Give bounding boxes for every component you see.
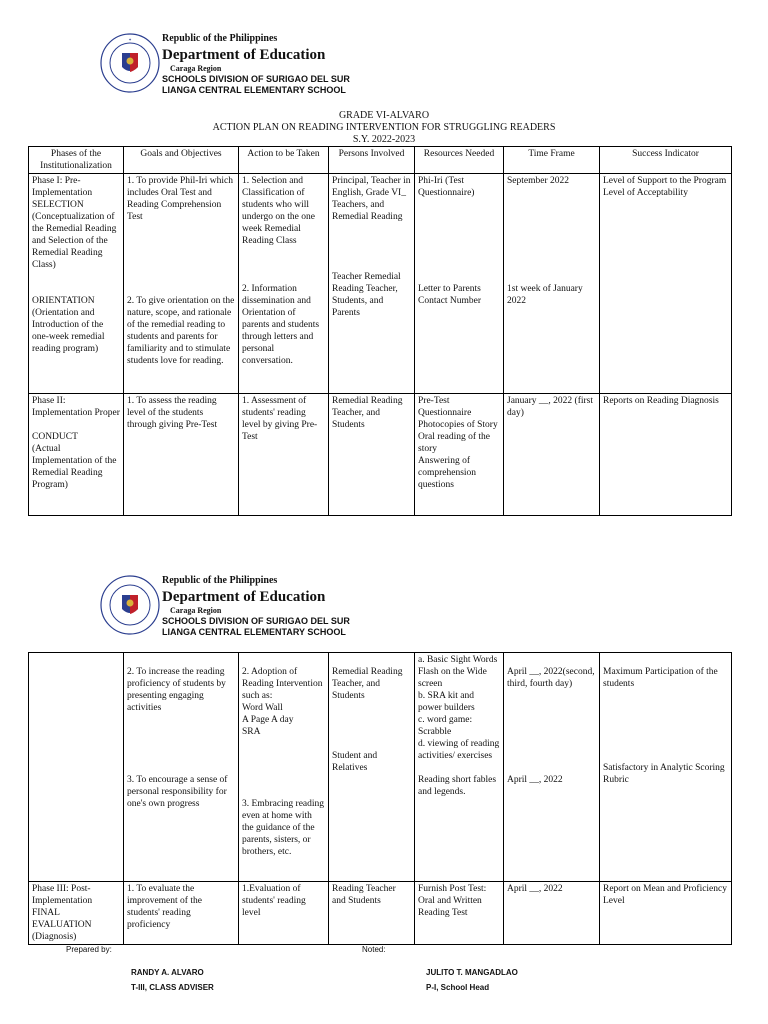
success-cell: Reports on Reading Diagnosis: [600, 394, 732, 516]
department-title: Department of Education: [162, 47, 326, 63]
region-label: Caraga Region: [170, 64, 222, 73]
republic-label: Republic of the Philippines: [162, 33, 278, 44]
prepared-by-label: Prepared by:: [66, 945, 112, 954]
table-row: [29, 882, 732, 945]
col-header: Persons Involved: [329, 147, 415, 174]
time-cell: September 2022 1st week of January 2022: [504, 174, 600, 394]
time-cell: January __, 2022 (first day): [504, 394, 600, 516]
resources-cell: Pre-Test Questionnaire Photocopies of Story Oral reading of the story Answering of comprehension questions: [415, 394, 504, 516]
resources-cell: Furnish Post Test: Oral and Written Reading Test: [415, 882, 504, 945]
persons-cell: Remedial Reading Teacher, and Students: [329, 394, 415, 516]
goal-cell: 2. To increase the reading proficiency of students by presenting engaging activities 3. To encourage a sense of personal responsibility for one's own progress: [124, 653, 239, 882]
table-row: [29, 653, 732, 882]
school-label: LIANGA CENTRAL ELEMENTARY SCHOOL: [162, 85, 346, 95]
action-cell: 2. Adoption of Reading Intervention such as: Word Wall A Page A day SRA 3. Embracing reading even at home with the guidance of the parents, sisters, or brothers, etc.: [239, 653, 329, 882]
deped-seal-icon: [100, 33, 160, 93]
school-label: LIANGA CENTRAL ELEMENTARY SCHOOL: [162, 627, 346, 637]
noter-name: JULITO T. MANGADLAO: [426, 968, 518, 977]
action-plan-table-page1: [28, 146, 732, 516]
header-text: [162, 575, 522, 638]
col-header: Time Frame: [504, 147, 600, 174]
persons-cell: Remedial Reading Teacher, and Students Student and Relatives: [329, 653, 415, 882]
time-cell: April __, 2022(second, third, fourth day) April __, 2022: [504, 653, 600, 882]
preparer-title: T-III, CLASS ADVISER: [131, 983, 214, 992]
action-cell: 1. Assessment of students' reading level by giving Pre-Test: [239, 394, 329, 516]
noted-label: Noted:: [362, 945, 386, 954]
sy-title: S.Y. 2022-2023: [352, 134, 416, 145]
header-text: [162, 33, 522, 96]
plan-title: ACTION PLAN ON READING INTERVENTION FOR STRUGGLING READERS: [212, 122, 556, 133]
col-header: Phases of the Institutionalization: [29, 147, 124, 174]
goal-cell: 1. To provide Phil-Iri which includes Oral Test and Reading Comprehension Test 2. To give orientation on the nature, scope, and rationale of the remedial reading to students and parents for familiarity and to stimulate students love for reading.: [124, 174, 239, 394]
table-row: [29, 174, 732, 394]
phase-cell: Phase III: Post-Implementation FINAL EVALUATION (Diagnosis): [29, 882, 124, 945]
action-cell: 1. Selection and Classification of students who will undergo on the one week Remedial Reading Class 2. Information dissemination and Orientation of parents and students through letters and personal conversation.: [239, 174, 329, 394]
success-cell: Maximum Participation of the students Satisfactory in Analytic Scoring Rubric: [600, 653, 732, 882]
republic-label: Republic of the Philippines: [162, 575, 278, 586]
goal-cell: 1. To evaluate the improvement of the students' reading proficiency: [124, 882, 239, 945]
persons-cell: Principal, Teacher in English, Grade VI_ Teachers, and Remedial Reading Teacher Remedial Reading Teacher, Students, and Parents: [329, 174, 415, 394]
success-cell: Report on Mean and Proficiency Level: [600, 882, 732, 945]
persons-cell: Reading Teacher and Students: [329, 882, 415, 945]
department-title: Department of Education: [162, 589, 326, 605]
success-cell: Level of Support to the Program Level of Acceptability: [600, 174, 732, 394]
preparer-name: RANDY A. ALVARO: [131, 968, 204, 977]
table-header-row: [29, 147, 732, 174]
col-header: Goals and Objectives: [124, 147, 239, 174]
division-label: SCHOOLS DIVISION OF SURIGAO DEL SUR: [162, 74, 350, 84]
phase-cell: Phase I: Pre-Implementation SELECTION (Conceptualization of the Remedial Reading and Selection of the Remedial Reading Class) ORIENTATION (Orientation and Introduction of the one-week remedial reading program): [29, 174, 124, 394]
col-header: Resources Needed: [415, 147, 504, 174]
grade-title: GRADE VI-ALVARO: [338, 110, 430, 121]
resources-cell: a. Basic Sight Words Flash on the Wide screen b. SRA kit and power builders c. word game: Scrabble d. viewing of reading activities/ exercises Reading short fables and legends.: [415, 653, 504, 882]
division-label: SCHOOLS DIVISION OF SURIGAO DEL SUR: [162, 616, 350, 626]
resources-cell: Phi-Iri (Test Questionnaire) Letter to Parents Contact Number: [415, 174, 504, 394]
goal-cell: 1. To assess the reading level of the students through giving Pre-Test: [124, 394, 239, 516]
deped-seal-icon: [100, 575, 160, 635]
svg-text:✦: ✦: [128, 37, 132, 42]
col-header: Success Indicator: [600, 147, 732, 174]
time-cell: April __, 2022: [504, 882, 600, 945]
table-row: [29, 394, 732, 516]
phase-cell: [29, 653, 124, 882]
region-label: Caraga Region: [170, 606, 222, 615]
header-page2: [100, 575, 520, 655]
header-page1: [100, 33, 520, 113]
document-titles: [0, 110, 768, 146]
col-header: Action to be Taken: [239, 147, 329, 174]
phase-cell: Phase II: Implementation Proper CONDUCT (Actual Implementation of the Remedial Reading Program): [29, 394, 124, 516]
action-plan-table-page2: [28, 652, 732, 945]
action-cell: 1.Evaluation of students' reading level: [239, 882, 329, 945]
noter-title: P-I, School Head: [426, 983, 490, 992]
